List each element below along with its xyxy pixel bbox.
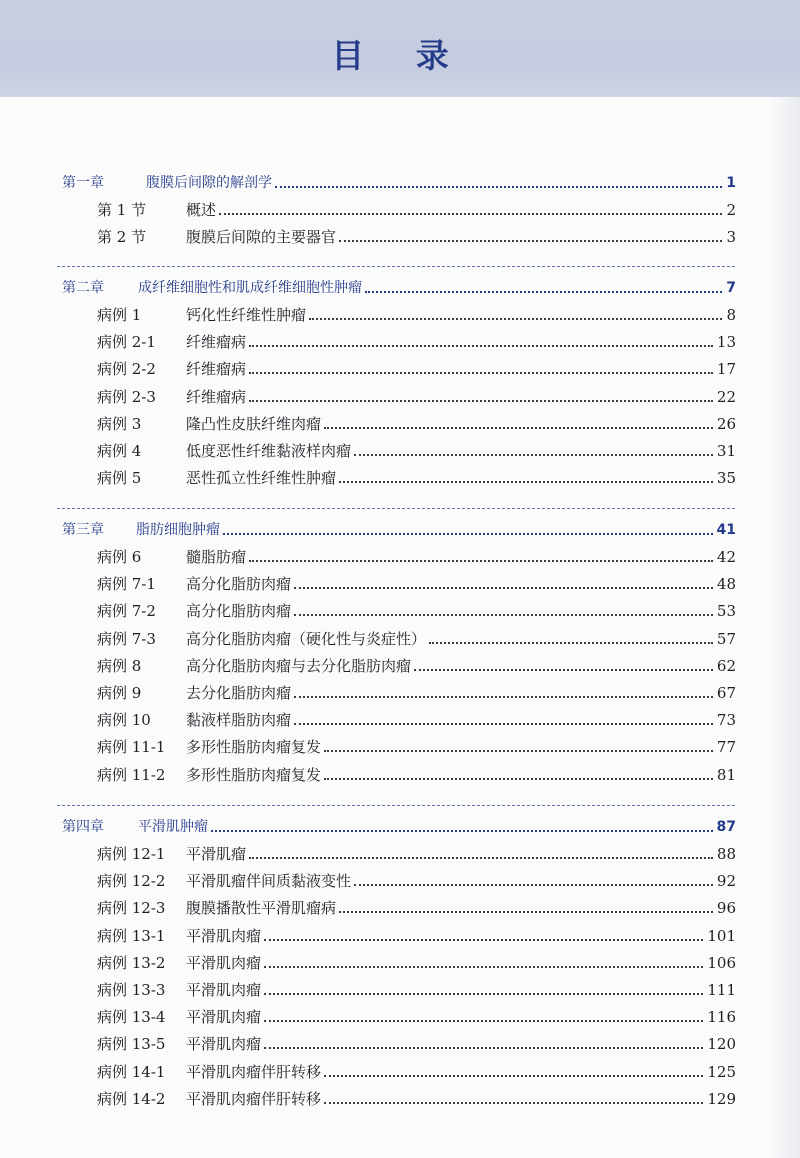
page-number: 42 <box>717 544 736 570</box>
entry-number: 病例 13-5 <box>97 1031 165 1057</box>
page-number: 88 <box>717 841 736 867</box>
page-number: 111 <box>707 977 736 1003</box>
dot-leader <box>294 723 713 725</box>
entry-title: 高分化脂肪肉瘤 <box>186 598 291 624</box>
entry-title: 高分化脂肪肉瘤 <box>186 571 291 597</box>
toc-chapter-row[interactable] <box>0 814 800 840</box>
entry-title: 高分化脂肪肉瘤与去分化脂肪肉瘤 <box>186 653 411 679</box>
entry-number: 病例 13-3 <box>97 977 165 1003</box>
chapter-number: 第一章 <box>62 170 104 196</box>
toc-entry-row[interactable] <box>0 224 800 250</box>
entry-title: 黏液样脂肪肉瘤 <box>186 707 291 733</box>
toc-chapter-row[interactable] <box>0 275 800 301</box>
page-number: 7 <box>726 275 736 301</box>
page-number: 77 <box>717 734 736 760</box>
entry-title: 概述 <box>186 197 216 223</box>
dot-leader <box>414 669 713 671</box>
dot-leader <box>294 696 713 698</box>
page-number: 116 <box>707 1004 736 1030</box>
page-number: 73 <box>717 707 736 733</box>
dot-leader <box>354 454 713 456</box>
dot-leader <box>324 778 713 780</box>
entry-title: 腹膜播散性平滑肌瘤病 <box>186 895 336 921</box>
dot-leader <box>249 857 713 859</box>
toc-entry-row[interactable] <box>0 384 800 410</box>
page-number: 81 <box>717 762 736 788</box>
dot-leader <box>309 318 722 320</box>
toc-entry-row[interactable] <box>0 841 800 867</box>
entry-title: 钙化性纤维性肿瘤 <box>186 302 306 328</box>
entry-title: 去分化脂肪肉瘤 <box>186 680 291 706</box>
dot-leader <box>264 993 703 995</box>
entry-number: 第 1 节 <box>97 197 146 223</box>
toc-entry-row[interactable] <box>0 438 800 464</box>
entry-title: 多形性脂肪肉瘤复发 <box>186 734 321 760</box>
dot-leader <box>275 186 722 188</box>
chapter-title: 脂肪细胞肿瘤 <box>136 517 220 543</box>
dot-leader <box>219 213 722 215</box>
chapter-number: 第四章 <box>62 814 104 840</box>
entry-title: 平滑肌肉瘤 <box>186 1031 261 1057</box>
chapter-number: 第三章 <box>62 517 104 543</box>
toc-entry-row[interactable] <box>0 680 800 706</box>
entry-number: 病例 2-3 <box>97 384 156 410</box>
entry-number: 病例 10 <box>97 707 151 733</box>
toc-entry-row[interactable] <box>0 707 800 733</box>
toc-entry-row[interactable] <box>0 762 800 788</box>
entry-title: 纤维瘤病 <box>186 356 246 382</box>
toc-entry-row[interactable] <box>0 653 800 679</box>
toc-entry-row[interactable] <box>0 465 800 491</box>
chapter-title: 平滑肌肿瘤 <box>138 814 208 840</box>
dot-leader <box>339 240 722 242</box>
page-number: 96 <box>717 895 736 921</box>
entry-number: 病例 13-4 <box>97 1004 165 1030</box>
toc-entry-row[interactable] <box>0 950 800 976</box>
page-number: 2 <box>726 197 736 223</box>
page-number: 26 <box>717 411 736 437</box>
page-number: 92 <box>717 868 736 894</box>
entry-number: 病例 2-2 <box>97 356 156 382</box>
entry-title: 隆凸性皮肤纤维肉瘤 <box>186 411 321 437</box>
page-number: 8 <box>726 302 736 328</box>
toc-entry-row[interactable] <box>0 356 800 382</box>
toc-entry-row[interactable] <box>0 411 800 437</box>
dot-leader <box>294 614 713 616</box>
dot-leader <box>294 587 713 589</box>
dot-leader <box>324 1075 703 1077</box>
dot-leader <box>211 830 713 832</box>
toc-entry-row[interactable] <box>0 1086 800 1112</box>
chapter-separator <box>57 266 735 267</box>
dot-leader <box>324 1102 703 1104</box>
entry-title: 平滑肌肉瘤 <box>186 977 261 1003</box>
page-number: 53 <box>717 598 736 624</box>
page-title: 目 录 <box>331 36 469 75</box>
dot-leader <box>264 939 703 941</box>
page-number: 120 <box>707 1031 736 1057</box>
dot-leader <box>324 427 713 429</box>
entry-title: 多形性脂肪肉瘤复发 <box>186 762 321 788</box>
entry-title: 平滑肌肉瘤伴肝转移 <box>186 1059 321 1085</box>
entry-title: 高分化脂肪肉瘤（硬化性与炎症性） <box>186 626 426 652</box>
chapter-separator <box>57 508 735 509</box>
dot-leader <box>249 372 713 374</box>
toc-chapter-row[interactable] <box>0 170 800 196</box>
page-number: 1 <box>726 170 736 196</box>
page-number: 31 <box>717 438 736 464</box>
chapter-title: 成纤维细胞性和肌成纤维细胞性肿瘤 <box>138 275 362 301</box>
toc-entry-row[interactable] <box>0 1031 800 1057</box>
toc-entry-row[interactable] <box>0 329 800 355</box>
dot-leader <box>429 642 713 644</box>
entry-title: 纤维瘤病 <box>186 384 246 410</box>
page-number: 3 <box>726 224 736 250</box>
toc-entry-row[interactable] <box>0 977 800 1003</box>
entry-number: 病例 11-1 <box>97 734 165 760</box>
page-number: 129 <box>707 1086 736 1112</box>
entry-number: 病例 2-1 <box>97 329 156 355</box>
toc-entry-row[interactable] <box>0 1059 800 1085</box>
dot-leader <box>354 884 713 886</box>
page-number: 13 <box>717 329 736 355</box>
page-number: 87 <box>717 814 736 840</box>
entry-title: 平滑肌肉瘤伴肝转移 <box>186 1086 321 1112</box>
toc-chapter-row[interactable] <box>0 517 800 543</box>
entry-number: 病例 12-1 <box>97 841 165 867</box>
page-number: 35 <box>717 465 736 491</box>
entry-number: 病例 6 <box>97 544 141 570</box>
entry-number: 病例 12-2 <box>97 868 165 894</box>
entry-number: 病例 3 <box>97 411 141 437</box>
toc-entry-row[interactable] <box>0 895 800 921</box>
dot-leader <box>249 345 713 347</box>
dot-leader <box>264 966 703 968</box>
entry-title: 平滑肌肉瘤 <box>186 923 261 949</box>
entry-title: 低度恶性纤维黏液样肉瘤 <box>186 438 351 464</box>
chapter-number: 第二章 <box>62 275 104 301</box>
entry-number: 病例 9 <box>97 680 141 706</box>
page-number: 101 <box>707 923 736 949</box>
entry-number: 病例 5 <box>97 465 141 491</box>
toc-entry-row[interactable] <box>0 923 800 949</box>
dot-leader <box>264 1047 703 1049</box>
dot-leader <box>249 560 713 562</box>
entry-number: 病例 7-2 <box>97 598 156 624</box>
toc-entry-row[interactable] <box>0 868 800 894</box>
dot-leader <box>339 911 713 913</box>
entry-number: 病例 13-1 <box>97 923 165 949</box>
toc-entry-row[interactable] <box>0 544 800 570</box>
entry-number: 病例 4 <box>97 438 141 464</box>
entry-title: 平滑肌瘤伴间质黏液变性 <box>186 868 351 894</box>
page-number: 106 <box>707 950 736 976</box>
entry-number: 病例 8 <box>97 653 141 679</box>
entry-title: 平滑肌肉瘤 <box>186 950 261 976</box>
page-number: 41 <box>717 517 736 543</box>
entry-number: 病例 14-2 <box>97 1086 165 1112</box>
page-number: 57 <box>717 626 736 652</box>
toc-entry-row[interactable] <box>0 734 800 760</box>
entry-number: 病例 14-1 <box>97 1059 165 1085</box>
entry-title: 纤维瘤病 <box>186 329 246 355</box>
entry-number: 病例 13-2 <box>97 950 165 976</box>
dot-leader <box>324 750 713 752</box>
entry-title: 平滑肌瘤 <box>186 841 246 867</box>
entry-number: 病例 12-3 <box>97 895 165 921</box>
page-number: 67 <box>717 680 736 706</box>
entry-title: 平滑肌肉瘤 <box>186 1004 261 1030</box>
dot-leader <box>249 400 713 402</box>
chapter-separator <box>57 805 735 806</box>
dot-leader <box>264 1020 703 1022</box>
entry-title: 髓脂肪瘤 <box>186 544 246 570</box>
entry-number: 病例 1 <box>97 302 141 328</box>
dot-leader <box>223 533 713 535</box>
toc-entry-row[interactable] <box>0 197 800 223</box>
dot-leader <box>365 291 722 293</box>
toc-entry-row[interactable] <box>0 302 800 328</box>
page-number: 125 <box>707 1059 736 1085</box>
toc-entry-row[interactable] <box>0 598 800 624</box>
toc-entry-row[interactable] <box>0 571 800 597</box>
toc-entry-row[interactable] <box>0 1004 800 1030</box>
page-number: 62 <box>717 653 736 679</box>
entry-title: 腹膜后间隙的主要器官 <box>186 224 336 250</box>
dot-leader <box>339 481 713 483</box>
chapter-title: 腹膜后间隙的解剖学 <box>146 170 272 196</box>
page-number: 48 <box>717 571 736 597</box>
entry-number: 病例 7-3 <box>97 626 156 652</box>
entry-number: 病例 11-2 <box>97 762 165 788</box>
entry-number: 病例 7-1 <box>97 571 156 597</box>
toc-entry-row[interactable] <box>0 626 800 652</box>
page-number: 22 <box>717 384 736 410</box>
page-number: 17 <box>717 356 736 382</box>
entry-title: 恶性孤立性纤维性肿瘤 <box>186 465 336 491</box>
entry-number: 第 2 节 <box>97 224 146 250</box>
